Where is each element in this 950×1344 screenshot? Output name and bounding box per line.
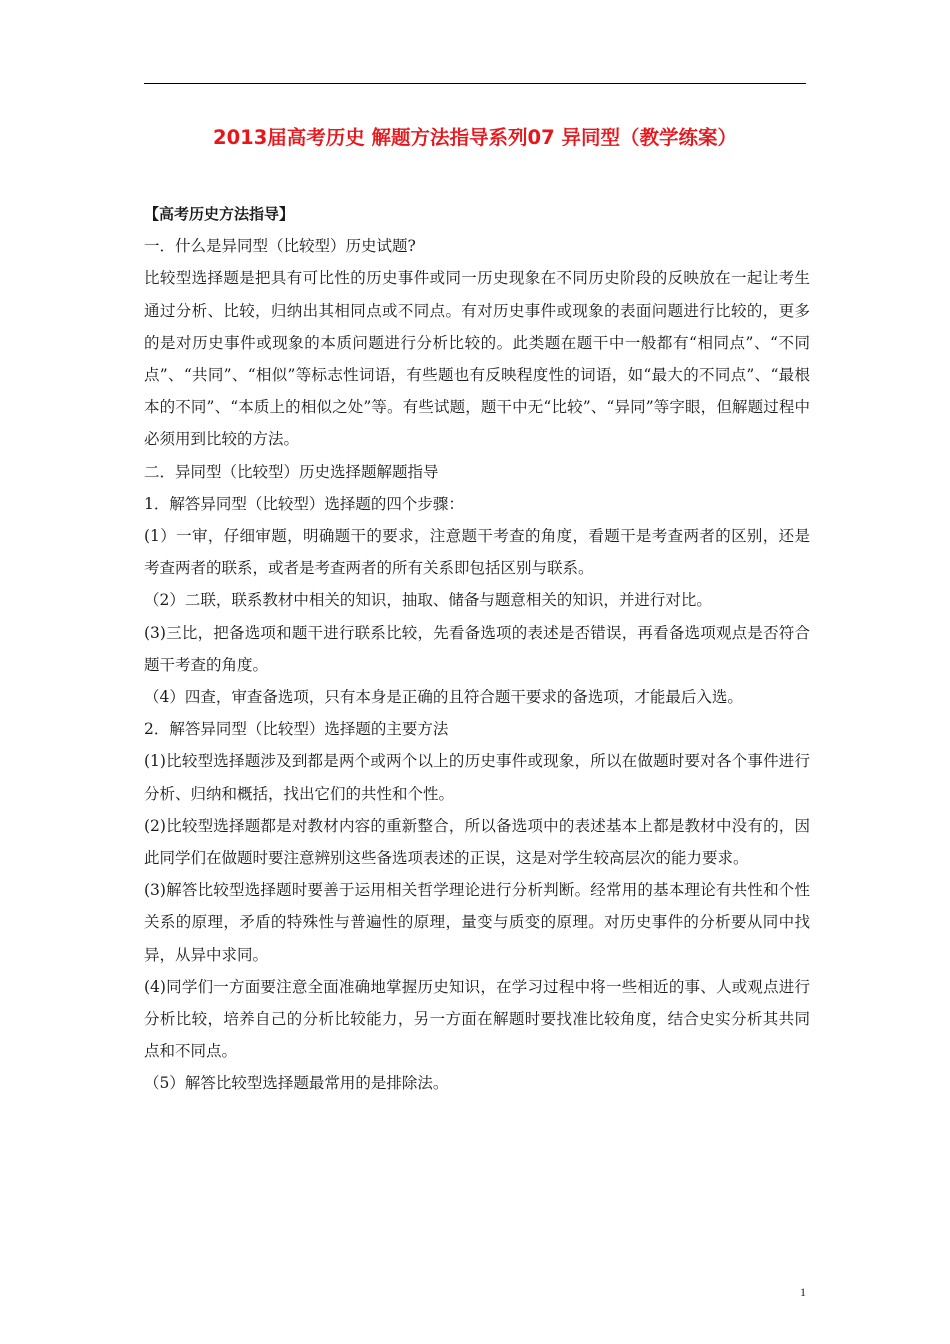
- step-2: （2）二联，联系教材中相关的知识，抽取、储备与题意相关的知识，并进行对比。: [144, 591, 712, 610]
- page-number: 1: [800, 1285, 806, 1299]
- subheading-steps: 1．解答异同型（比较型）选择题的四个步骤：: [144, 494, 464, 513]
- section-heading: 【高考历史方法指导】: [144, 205, 295, 223]
- document-body: [144, 198, 810, 1100]
- step-3: (3)三比，把备选项和题干进行联系比较，先看备选项的表述是否错误，再看备选项观点是否符合题干考查的角度。: [144, 623, 810, 674]
- question-heading-2: 二．异同型（比较型）历史选择题解题指导: [144, 462, 439, 481]
- method-4: (4)同学们一方面要注意全面准确地掌握历史知识，在学习过程中将一些相近的事、人或观点进行分析比较，培养自己的分析比较能力，另一方面在解题时要找准比较角度，结合史实分析其共同点和不同点。: [144, 977, 810, 1061]
- question-heading-1: 一．什么是异同型（比较型）历史试题?: [144, 237, 416, 256]
- method-1: (1)比较型选择题涉及到都是两个或两个以上的历史事件或现象，所以在做题时要对各个事件进行分析、归纳和概括，找出它们的共性和个性。: [144, 752, 810, 803]
- method-3: (3)解答比较型选择题时要善于运用相关哲学理论进行分析判断。经常用的基本理论有共性和个性关系的原理，矛盾的特殊性与普遍性的原理，量变与质变的原理。对历史事件的分析要从同中找异，从异中求同。: [144, 881, 810, 964]
- paragraph-definition: 比较型选择题是把具有可比性的历史事件或同一历史现象在不同历史阶段的反映放在一起让考生通过分析、比较，归纳出其相同点或不同点。有对历史事件或现象的表面问题进行比较的，更多的是对历史事件或现象的本质问题进行分析比较的。此类题在题干中一般都有“相同点”、“不同点”、“共同”、“相似”等标志性词语，有些题也有反映程度性的词语，如“最大的不同点”、“最根本的不同”、“本质上的相似之处”等。有些试题，题干中无“比较”、“异同”等字眼，但解题过程中必须用到比较的方法。: [144, 269, 810, 449]
- subheading-methods: 2．解答异同型（比较型）选择题的主要方法: [144, 720, 449, 739]
- document-title: 2013届高考历史 解题方法指导系列07 异同型（教学练案）: [213, 126, 737, 149]
- method-5: （5）解答比较型选择题最常用的是排除法。: [144, 1074, 449, 1093]
- step-1: (1）一审，仔细审题，明确题干的要求，注意题干考查的角度，看题干是考查两者的区别，还是考查两者的联系，或者是考查两者的所有关系即包括区别与联系。: [144, 527, 810, 578]
- step-4: （4）四查，审查备选项，只有本身是正确的且符合题干要求的备选项，才能最后入选。: [144, 688, 743, 707]
- method-2: (2)比较型选择题都是对教材内容的重新整合，所以备选项中的表述基本上都是教材中没有的，因此同学们在做题时要注意辨别这些备选项表述的正误，这是对学生较高层次的能力要求。: [144, 816, 810, 868]
- header-rule: [144, 83, 806, 84]
